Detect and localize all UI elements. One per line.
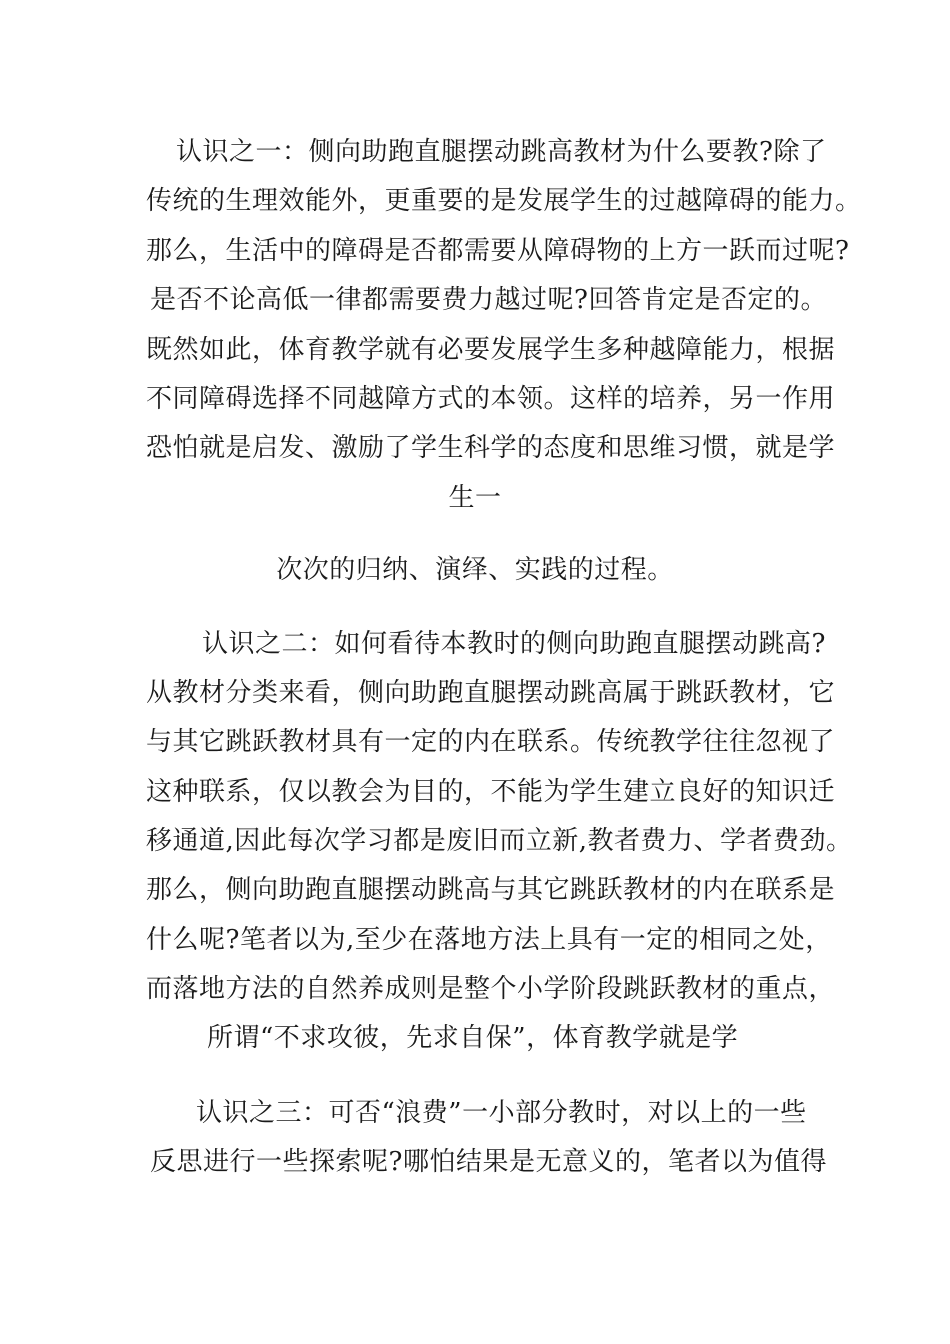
text-line: 恐怕就是启发、激励了学生科学的态度和思维习惯，就是学 — [146, 433, 836, 463]
text-line: 那么，生活中的障碍是否都需要从障碍物的上方一跃而过呢? — [146, 236, 850, 266]
text-line: 而落地方法的自然养成则是整个小学阶段跳跃教材的重点， — [146, 974, 836, 1004]
text-line: 认识之三：可否“浪费”一小部分教时，对以上的一些 — [196, 1098, 807, 1128]
text-line: 这种联系，仅以教会为目的，不能为学生建立良好的知识迁 — [146, 777, 836, 807]
text-line: 与其它跳跃教材具有一定的内在联系。传统教学往往忽视了 — [146, 727, 836, 757]
text-line: 不同障碍选择不同越障方式的本领。这样的培养，另一作用 — [146, 384, 836, 414]
text-line: 什么呢?笔者以为,至少在落地方法上具有一定的相同之处， — [146, 925, 832, 955]
text-line: 既然如此，体育教学就有必要发展学生多种越障能力，根据 — [146, 335, 836, 365]
text-line: 是否不论高低一律都需要费力越过呢?回答肯定是否定的。 — [150, 285, 827, 315]
text-line: 传统的生理效能外，更重要的是发展学生的过越障碍的能力。 — [146, 186, 862, 216]
text-line: 那么，侧向助跑直腿摆动跳高与其它跳跃教材的内在联系是 — [146, 875, 836, 905]
text-line: 移通道,因此每次学习都是废旧而立新,教者费力、学者费劲。 — [146, 826, 853, 856]
text-line: 从教材分类来看，侧向助跑直腿摆动跳高属于跳跃教材，它 — [146, 678, 836, 708]
text-line: 认识之二：如何看待本教时的侧向助跑直腿摆动跳高? — [202, 629, 826, 659]
text-line: 次次的归纳、演绎、实践的过程。 — [276, 555, 674, 585]
text-line: 所谓“不求攻彼，先求自保”，体育教学就是学 — [207, 1023, 739, 1053]
text-line: 反思进行一些探索呢?哪怕结果是无意义的，笔者以为值得 — [150, 1147, 827, 1177]
text-line: 生一 — [448, 483, 502, 513]
text-line: 认识之一：侧向助跑直腿摆动跳高教材为什么要教?除了 — [176, 137, 827, 167]
